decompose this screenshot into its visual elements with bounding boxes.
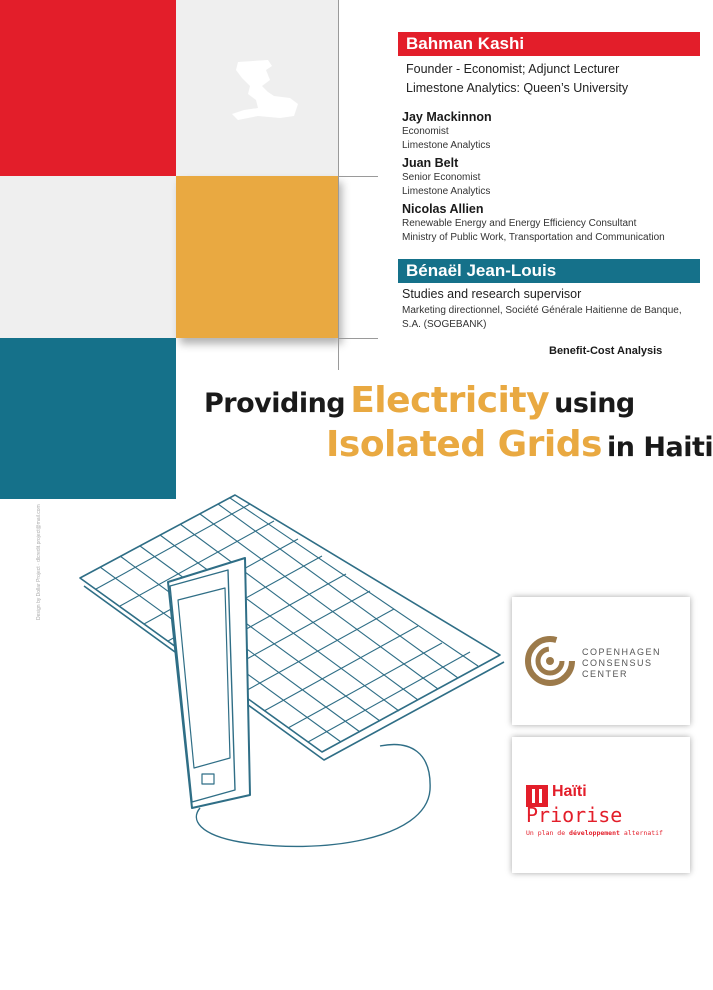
grid-line-h2 bbox=[338, 338, 378, 339]
author-line: Senior Economist bbox=[402, 172, 481, 183]
grid-line-h bbox=[338, 176, 378, 177]
second-author-role-1: Studies and research supervisor bbox=[402, 287, 582, 301]
haiti-map-icon bbox=[228, 58, 300, 128]
title-line-1 bbox=[204, 380, 635, 421]
title-word: Providing bbox=[204, 388, 346, 419]
haiti-priorise-logo bbox=[512, 737, 690, 873]
second-author-role-2: Marketing directionnel, Société Générale Haitienne de Banque, bbox=[402, 305, 682, 316]
author-line: Ministry of Public Work, Transportation and Communication bbox=[402, 232, 665, 243]
lead-author-role-1: Founder - Economist; Adjunct Lecturer bbox=[406, 62, 620, 76]
hp-tagline-post: alternatif bbox=[619, 829, 663, 837]
author-name: Nicolas Allien bbox=[402, 202, 484, 216]
lead-author-role-2: Limestone Analytics: Queen’s University bbox=[406, 81, 629, 95]
hp-tagline bbox=[526, 829, 663, 837]
second-author-name: Bénaël Jean-Louis bbox=[406, 261, 557, 280]
grid-line-v bbox=[338, 0, 339, 370]
design-credit: Design by Dollar Project · dlcredit.project@mail.com bbox=[36, 504, 42, 620]
title-highlight: Isolated Grids bbox=[326, 424, 602, 465]
hp-tagline-pre: Un plan de bbox=[526, 829, 570, 837]
ccc-line-3: CENTER bbox=[582, 669, 629, 679]
ccc-line-1: COPENHAGEN bbox=[582, 647, 662, 657]
second-author-role-3: S.A. (SOGEBANK) bbox=[402, 319, 487, 330]
solar-panel-tablet-illustration bbox=[60, 490, 520, 860]
author-name: Jay Mackinnon bbox=[402, 110, 492, 124]
second-author-bar bbox=[398, 259, 700, 283]
author-line: Renewable Energy and Energy Efficiency Consultant bbox=[402, 218, 637, 229]
hp-line-2: Priorise bbox=[526, 803, 623, 827]
author-line: Economist bbox=[402, 126, 449, 137]
hp-line-1: Haïti bbox=[552, 783, 587, 800]
title-line-2 bbox=[326, 424, 713, 465]
teal-block bbox=[0, 338, 176, 499]
title-highlight: Electricity bbox=[350, 380, 550, 421]
title-word: using bbox=[554, 388, 635, 419]
hp-tagline-bold: développement bbox=[569, 829, 620, 837]
title-word: in Haiti bbox=[607, 432, 713, 463]
ccc-line-2: CONSENSUS bbox=[582, 658, 653, 668]
document-type: Benefit-Cost Analysis bbox=[549, 345, 663, 357]
grey-block-left bbox=[0, 176, 176, 338]
lead-author-bar bbox=[398, 32, 700, 56]
orange-block bbox=[176, 176, 338, 338]
copenhagen-consensus-logo bbox=[512, 597, 690, 725]
ccc-emblem-icon bbox=[526, 637, 574, 685]
author-line: Limestone Analytics bbox=[402, 140, 491, 151]
author-line: Limestone Analytics bbox=[402, 186, 491, 197]
author-name: Juan Belt bbox=[402, 156, 459, 170]
red-block bbox=[0, 0, 176, 176]
lead-author-name: Bahman Kashi bbox=[406, 34, 525, 53]
